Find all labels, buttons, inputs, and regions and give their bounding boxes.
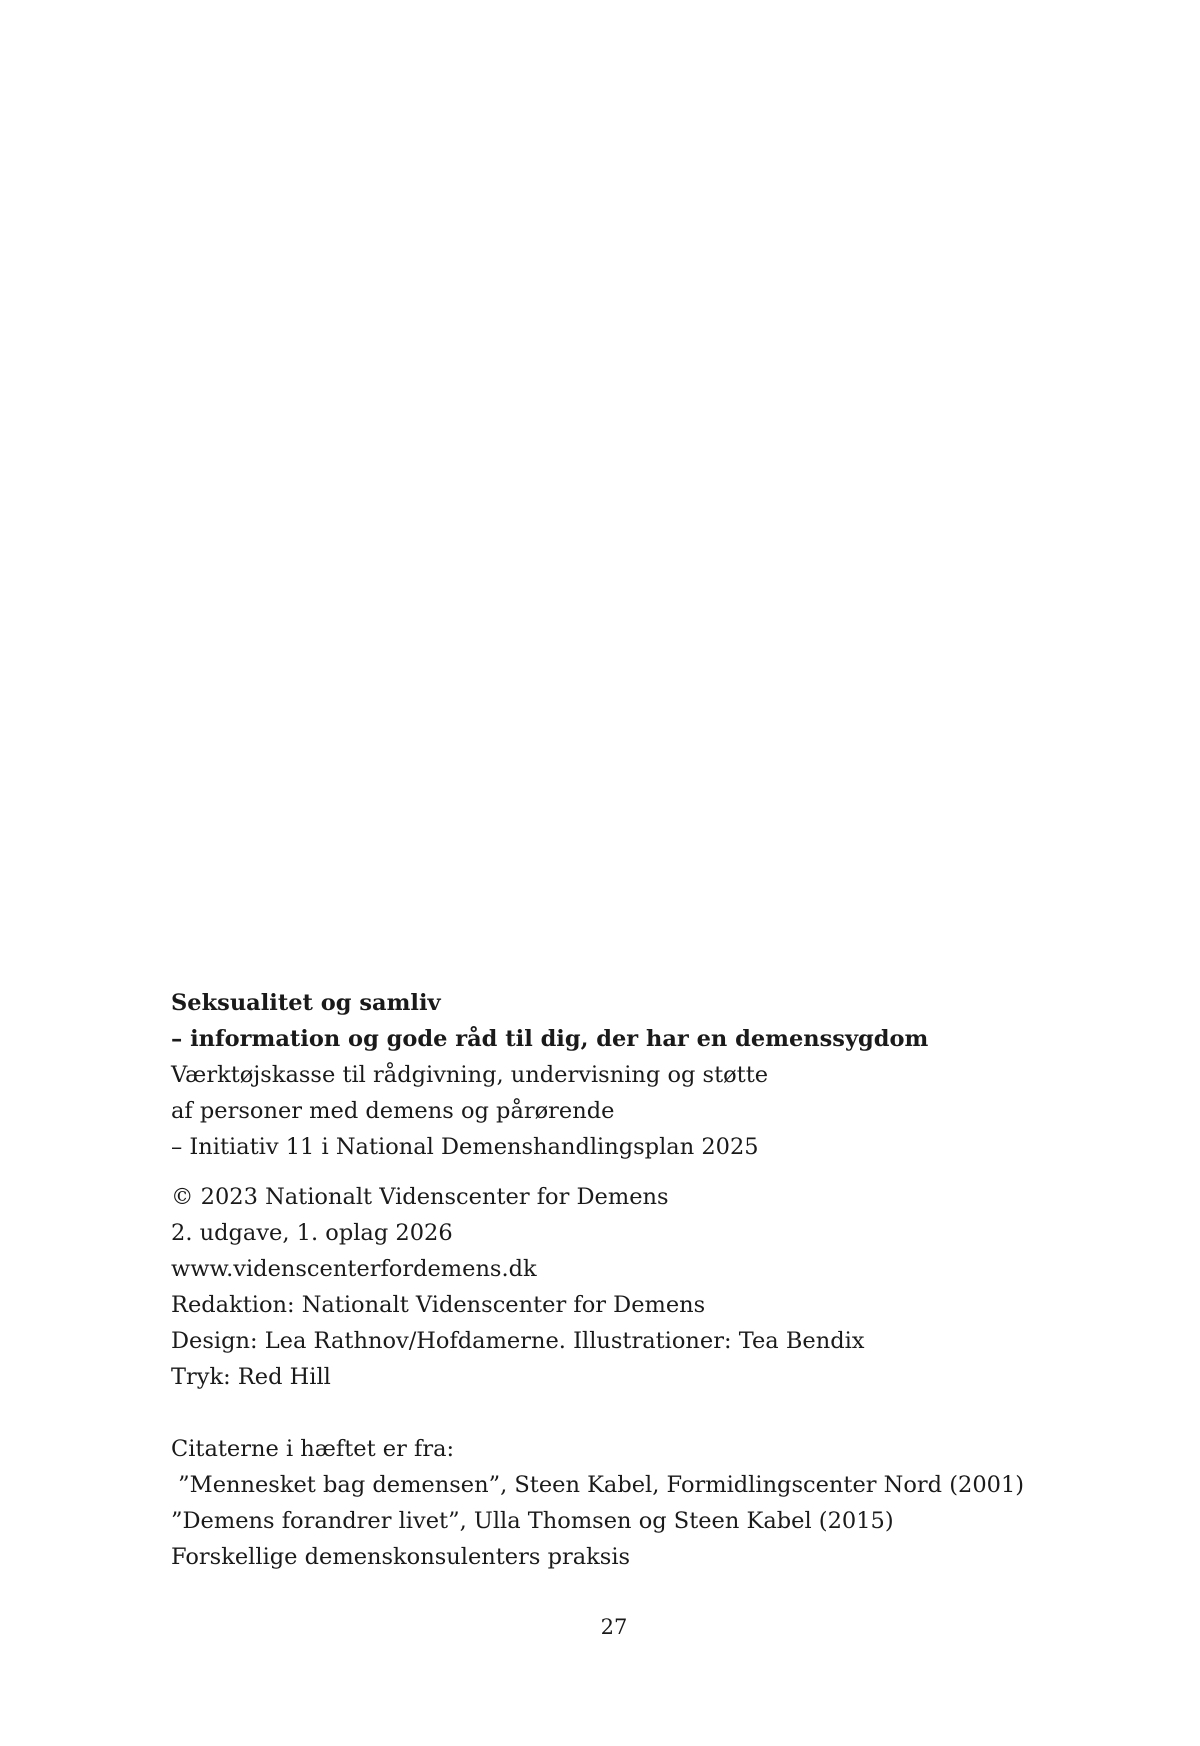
colophon [171, 985, 1071, 1575]
description-line: – Initiativ 11 i National Demenshandlingsplan 2025 [171, 1134, 759, 1160]
description-line: Værktøjskasse til rådgivning, undervisning og støtte [171, 1062, 769, 1088]
document-subtitle: – information og gode råd til dig, der har en demenssygdom [171, 1026, 929, 1052]
description-line: af personer med demens og pårørende [171, 1098, 615, 1124]
copyright-notice: © 2023 Nationalt Videnscenter for Demens [171, 1184, 669, 1210]
spacer [171, 1165, 1071, 1179]
website-text: www.videnscenterfordemens.dk [171, 1256, 537, 1282]
edition-info: 2. udgave, 1. oplag 2026 [171, 1220, 453, 1246]
page-number: 27 [600, 1615, 628, 1639]
spacer [171, 1395, 1071, 1431]
citation-item: ”Mennesket bag demensen”, Steen Kabel, Formidlingscenter Nord (2001) [171, 1472, 1025, 1498]
citation-item: Forskellige demenskonsulenters praksis [171, 1544, 631, 1570]
citation-item: ”Demens forandrer livet”, Ulla Thomsen og Steen Kabel (2015) [171, 1508, 894, 1534]
document-title: Seksualitet og samliv [171, 990, 441, 1016]
design-credit: Design: Lea Rathnov/Hofdamerne. Illustrationer: Tea Bendix [171, 1328, 865, 1354]
citations-heading: Citaterne i hæftet er fra: [171, 1436, 455, 1462]
editorial-credit: Redaktion: Nationalt Videnscenter for Demens [171, 1292, 706, 1318]
print-credit: Tryk: Red Hill [171, 1364, 331, 1390]
